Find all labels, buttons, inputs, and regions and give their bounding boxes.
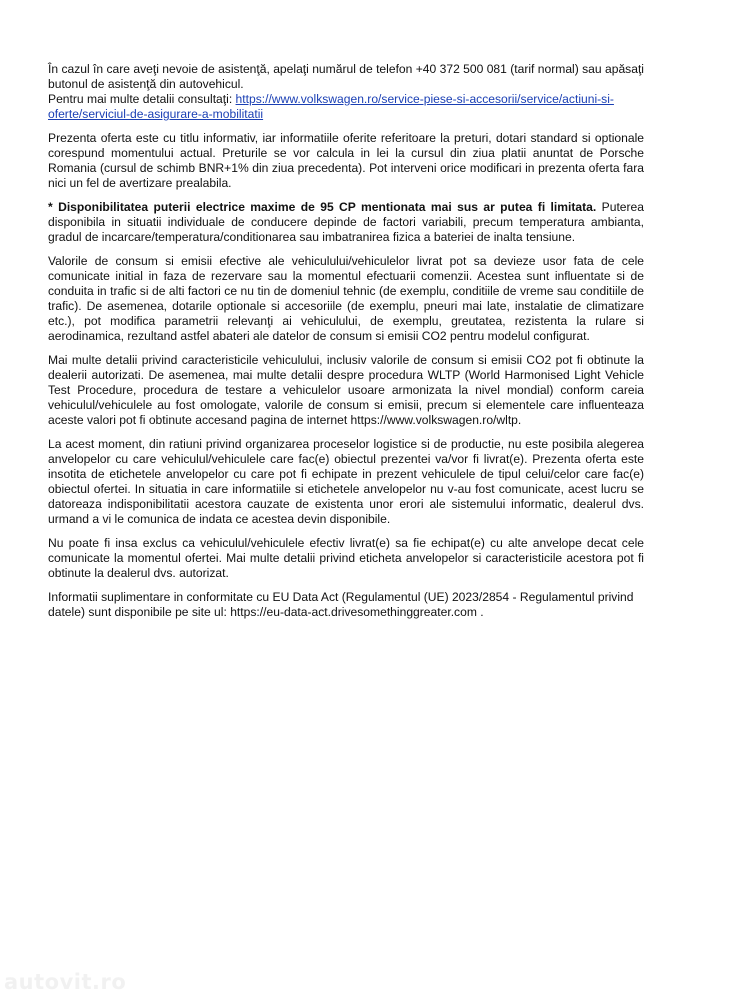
document-body <box>48 62 644 629</box>
tyres-exception-paragraph: Nu poate fi insa exclus ca vehiculul/vehiculele efectiv livrat(e) sa fie echipat(e) cu alte anvelope decat cele comunicate la momentul ofertei. Mai multe detalii privind eticheta anvelopelor si caracteristicile acestora pot fi obtinute la dealerul dvs. autorizat. <box>48 536 644 580</box>
power-paragraph <box>48 200 644 245</box>
info-paragraph: Prezenta oferta este cu titlu informativ, iar informatiile oferite referitoare la preturi, dotari standard si optionale corespund momentului actual. Preturile se vor calcula in lei la cursul din ziua platii anuntat de Porsche Romania (cursul de schimb BNR+1% din ziua precedenta). Pot interveni orice modificari in prezenta oferta fara nici un fel de avertizare prealabila. <box>48 131 644 190</box>
consumption-paragraph: Valorile de consum si emisii efective ale vehiculului/vehiculelor livrat pot sa devieze usor fata de cele comunicate initial in faza de rezervare sau la momentul efectuarii comenzii. Acestea sunt influentate si de conduita in trafic si de alti factori ce nu tin de domeniul tehnic (de exemplu, conditiile de vreme sau conditiile de trafic). De asemenea, dotarile optionale si accesoriile (de exemplu, pneuri mai late, instalatie de climatizare etc.), pot modifica parametrii relevanţi ai vehiculului, de exemplu, greutatea, rezistenta la rulare si aerodinamica, rezultand astfel abateri ale datelor de consum si emisii CO2 pentru modelul configurat. <box>48 254 644 343</box>
wltp-paragraph: Mai multe detalii privind caracteristicile vehiculului, inclusiv valorile de consum si emisii CO2 pot fi obtinute la dealerii autorizati. De asemenea, mai multe detalii despre procedura WLTP (World Harmonised Light Vehicle Test Procedure, procedura de testare a vehiculelor usoare armonizata la nivel mondial) conform careia vehiculul/vehiculele au fost omologate, valorile de consum si emisii, precum si elementele care influenteaza aceste valori pot fi obtinute accesand pagina de internet https://www.volkswagen.ro/wltp. <box>48 353 644 427</box>
data-act-paragraph: Informatii suplimentare in conformitate cu EU Data Act (Regulamentul (UE) 2023/2854 - Regulamentul privind datele) sunt disponibile pe site ul: https://eu-data-act.drivesomethinggreater.com . <box>48 590 634 619</box>
assistance-text: În cazul în care aveţi nevoie de asistenţă, apelaţi numărul de telefon +40 372 500 081 (tarif normal) sau apăsaţi butonul de asistenţă din autovehicul. <box>48 62 644 91</box>
details-label: Pentru mai multe detalii consultaţi: <box>48 92 236 106</box>
mobility-service-link[interactable]: https://www.volkswagen.ro/service-piese-si-accesorii/service/actiuni-si-oferte/serviciul-de-asigurare-a-mobilitatii <box>48 92 614 121</box>
power-disclaimer-bold: * Disponibilitatea puterii electrice maxime de 95 CP mentionata mai sus ar putea fi limitata. <box>48 200 597 214</box>
tyres-paragraph: La acest moment, din ratiuni privind organizarea proceselor logistice si de productie, nu este posibila alegerea anvelopelor cu care vehiculul/vehiculele care fac(e) obiectul prezentei va/vor fi livrat(e). Prezenta oferta este insotita de etichetele anvelopelor cu care pot fi echipate in prezent vehiculele de tipul celui/celor care fac(e) obiectul ofertei. In situatia in care informatiile si etichetele anvelopelor nu v-au fost comunicate, acest lucru se datoreaza indisponibilitatii acestora cauzate de existenta unor erori ale sistemului informatic, dealerul dvs. urmand a vi le comunica de indata ce acestea devin disponibile. <box>48 437 644 526</box>
power-disclaimer-text: Puterea disponibila in situatii individuale de conducere depinde de factori variabili, precum temperatura ambianta, gradul de incarcare/temperatura/conditionarea sau imbatranirea fizica a bateriei de inalta tensiune. <box>48 200 645 244</box>
assistance-paragraph <box>48 62 644 122</box>
watermark-logo: autovit.ro <box>4 970 127 994</box>
